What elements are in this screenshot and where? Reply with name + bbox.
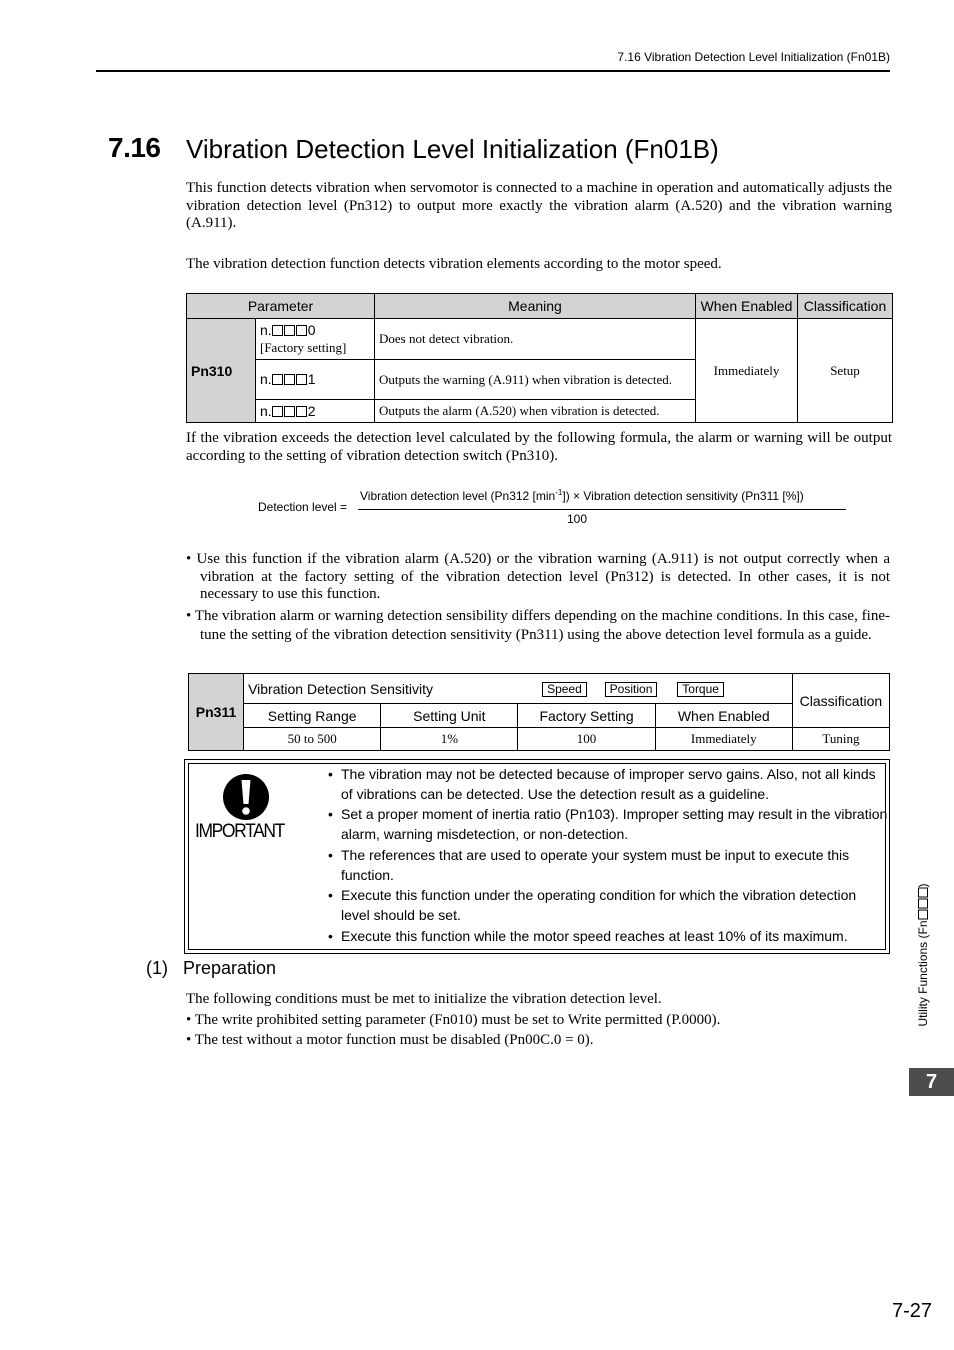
- formula-intro: If the vibration exceeds the detection level calculated by the following formula, the alarm or warning will be output according to the setting of vibration detection switch (Pn310).: [186, 430, 892, 464]
- important-item: • Set a proper moment of inertia ratio (Pn103). Improper setting may result in the vibration alarm, warning misdetection, or non-detection.: [328, 805, 888, 845]
- when-enabled-cell: Immediately: [696, 319, 798, 423]
- exclamation-icon: [222, 773, 270, 821]
- position-tag: Position: [605, 682, 658, 697]
- factory-setting-note: [Factory setting]: [260, 340, 347, 355]
- preparation-heading: (1) Preparation: [146, 958, 277, 978]
- table-header-row: [189, 704, 890, 728]
- formula-numerator-a: Vibration detection level (Pn312 [min: [360, 489, 556, 503]
- header-rule: [96, 70, 890, 72]
- page-number: 7-27: [891, 1300, 932, 1322]
- setting-range-value: 50 to 500: [244, 728, 381, 751]
- bullet-item: • The vibration alarm or warning detection sensibility differs depending on the machine conditions. In this case, fine-tune the setting of the vibration detection sensitivity (Pn311) using the above detection level formula as a guide.: [186, 608, 890, 643]
- preparation-text: The following conditions must be met to initialize the vibration detection level.: [186, 991, 662, 1007]
- header-parameter: Parameter: [187, 294, 375, 319]
- setting-suffix: 1: [307, 371, 316, 387]
- formula-numerator-b: ]) × Vibration detection sensitivity (Pn311 [%]): [562, 489, 804, 503]
- chapter-tab: 7: [909, 1068, 954, 1096]
- header-setting-range: Setting Range: [244, 704, 381, 728]
- section-number: 7.16: [108, 132, 161, 163]
- fraction-bar: [358, 509, 846, 510]
- meaning-cell: Does not detect vibration.: [375, 319, 696, 360]
- when-enabled-value: Immediately: [655, 728, 792, 751]
- mode-tags: [542, 680, 724, 697]
- header-factory-setting: Factory Setting: [518, 704, 655, 728]
- setting-cell: [256, 319, 375, 360]
- important-list: [328, 765, 888, 947]
- formula-numerator: [360, 488, 804, 503]
- pn310-table: [186, 293, 893, 423]
- factory-setting-value: 100: [518, 728, 655, 751]
- header-setting-unit: Setting Unit: [381, 704, 518, 728]
- setting-prefix: n.: [260, 322, 272, 338]
- setting-prefix: n.: [260, 402, 272, 419]
- param-cell: Pn311: [189, 674, 244, 751]
- setting-cell: [256, 400, 375, 423]
- important-item: • The references that are used to operate your system must be input to execute this function.: [328, 846, 888, 886]
- header-when-enabled: When Enabled: [655, 704, 792, 728]
- setting-suffix: 2: [307, 402, 316, 419]
- important-label: IMPORTANT: [195, 821, 284, 842]
- important-item: • The vibration may not be detected because of improper servo gains. Also, not all kinds of vibrations can be detected. Use the detection result as a guideline.: [328, 765, 888, 805]
- important-item: • Execute this function under the operating condition for which the vibration detection level should be set.: [328, 886, 888, 926]
- header-meaning: Meaning: [375, 294, 696, 319]
- header-classification: Classification: [798, 294, 893, 319]
- side-chapter-label: [916, 883, 930, 1026]
- formula-label: Detection level =: [258, 500, 348, 514]
- setting-cell: [256, 360, 375, 400]
- section-title: Vibration Detection Level Initialization (Fn01B): [186, 134, 719, 164]
- pn311-table: [188, 673, 890, 751]
- formula-denominator: 100: [566, 512, 588, 526]
- classification-cell: Setup: [798, 319, 893, 423]
- classification-value: Tuning: [792, 728, 889, 751]
- torque-tag: Torque: [677, 682, 724, 697]
- important-item: • Execute this function while the motor speed reaches at least 10% of its maximum.: [328, 927, 888, 947]
- side-label-prefix: Utility Functions (Fn: [916, 920, 930, 1027]
- intro-paragraph: This function detects vibration when servomotor is connected to a machine in operation and automatically adjusts the vibration detection level (Pn312) to output more exactly the vibration alarm (A.520) and the vibration warning (A.911).: [186, 180, 892, 231]
- setting-suffix: 0: [307, 322, 316, 338]
- bullet-item: • Use this function if the vibration alarm (A.520) or the vibration warning (A.911) is not output correctly when a vibration at the factory setting of the vibration detection level (Pn312) is detected. In other cases, it is not necessary to use this function.: [186, 551, 890, 602]
- side-label-suffix: ): [916, 883, 930, 888]
- setting-prefix: n.: [260, 371, 272, 387]
- meaning-cell: Outputs the alarm (A.520) when vibration is detected.: [375, 400, 696, 423]
- classification-header: Classification: [792, 674, 889, 728]
- speed-tag: Speed: [542, 682, 587, 697]
- param-cell: Pn310: [187, 319, 256, 423]
- running-head: 7.16 Vibration Detection Level Initialization (Fn01B): [617, 50, 890, 64]
- table-row: [189, 674, 890, 704]
- setting-unit-value: 1%: [381, 728, 518, 751]
- table-row: [189, 728, 890, 751]
- meaning-cell: Outputs the warning (A.911) when vibration is detected.: [375, 360, 696, 400]
- preparation-item: • The test without a motor function must be disabled (Pn00C.0 = 0).: [186, 1032, 594, 1048]
- header-when-enabled: When Enabled: [696, 294, 798, 319]
- table-row: [187, 319, 893, 360]
- parameter-name-cell: [244, 674, 793, 704]
- formula-superscript: -1: [555, 488, 563, 497]
- table-header-row: [187, 294, 893, 319]
- preparation-item: • The write prohibited setting parameter (Fn010) must be set to Write permitted (P.0000).: [186, 1012, 721, 1028]
- intro-paragraph-2: The vibration detection function detects vibration elements according to the motor speed.: [186, 256, 722, 272]
- parameter-name: Vibration Detection Sensitivity: [248, 680, 434, 697]
